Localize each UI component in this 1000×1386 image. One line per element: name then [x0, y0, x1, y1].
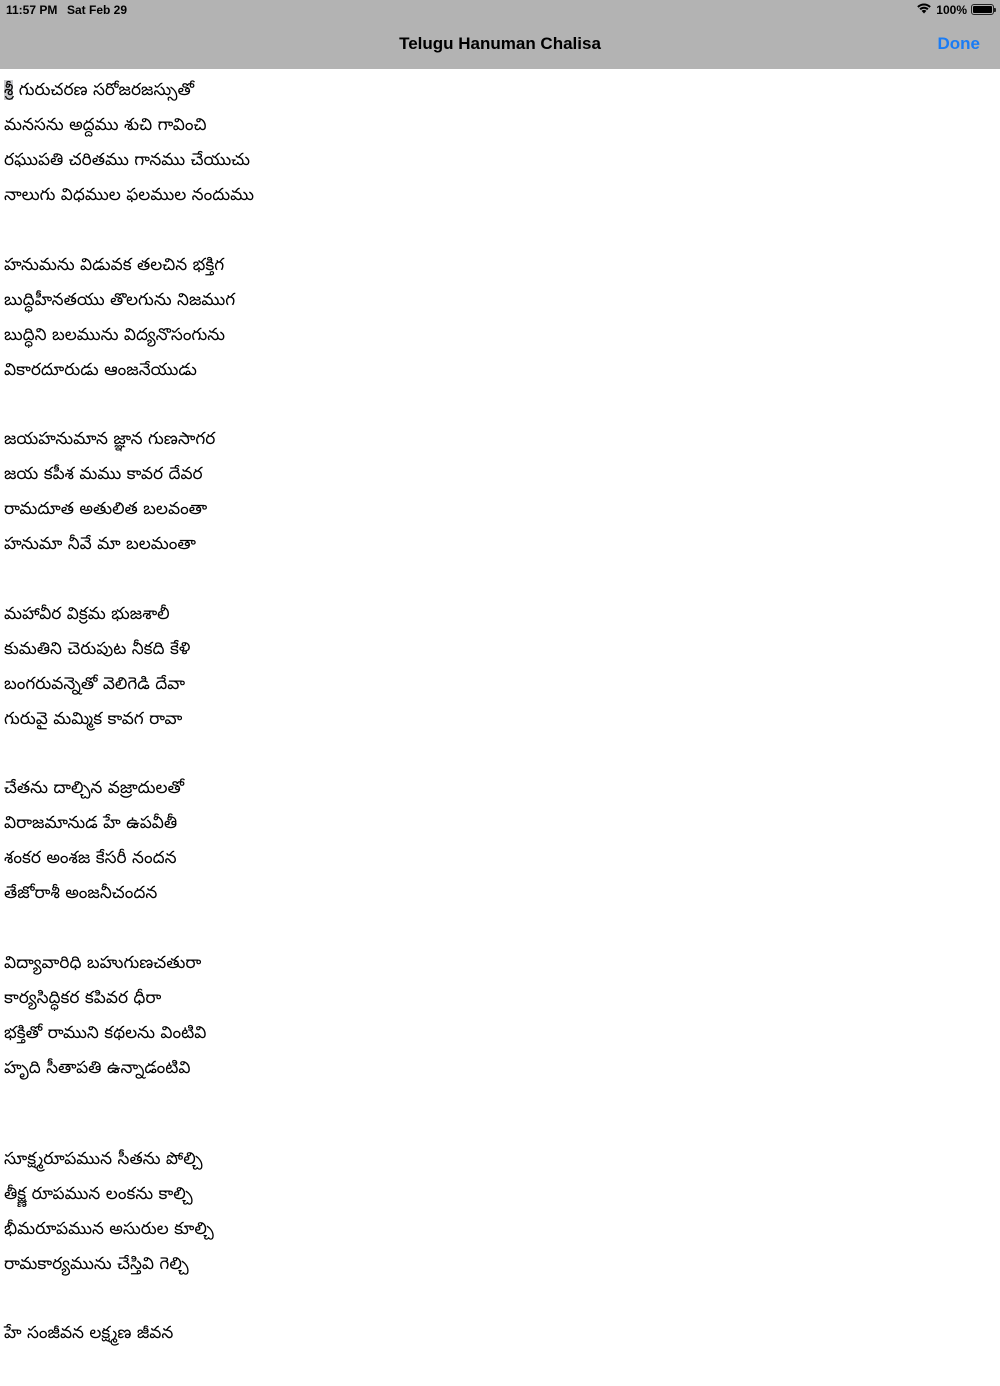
verse-stanza [4, 73, 994, 213]
verse-line [4, 73, 994, 108]
text-selection[interactable]: శ్రీ [4, 80, 14, 100]
verse-line: బంగరువన్నెతో వెలిగెడి దేవా [4, 673, 186, 694]
verse-line: రఘుపతి చరితము గానము చేయుచు [4, 150, 251, 170]
verse-line: చేతను దాల్చిన వజ్రాదులతో [4, 778, 185, 798]
verse-stanza [4, 946, 994, 1086]
status-bar [0, 0, 1000, 20]
battery-icon [971, 4, 994, 15]
verse-line: శంకర అంశజ కేసరీ నందన [4, 848, 177, 868]
verse-line: బుద్ధిని బలమును విద్యనొసంగును [4, 324, 226, 345]
verse-line: వికారదూరుడు ఆంజనేయుడు [4, 359, 197, 380]
verse-line: మహావీర విక్రమ భుజశాలీ [4, 603, 170, 624]
done-button[interactable]: Done [937, 34, 980, 53]
verse-line-text: గురుచరణ సరోజరజస్సుతో [13, 80, 195, 100]
verse-line: కార్యసిద్ధికర కపివర ధీరా [4, 987, 162, 1008]
verse-line: హే సంజీవన లక్ష్మణ జీవన [4, 1323, 174, 1343]
verse-line: జయహనుమాన జ్ఞాన గుణసాగర [4, 429, 216, 449]
verse-line: రామదూత అతులిత బలవంతా [4, 499, 208, 519]
verse-stanza [4, 248, 994, 388]
verse-stanza [4, 597, 994, 737]
verse-line: హనుమను విడువక తలచిన భక్తిగ [4, 254, 225, 275]
verse-stanza [4, 422, 994, 562]
verse-line: విరాజమానుడ హే ఉపవీతీ [4, 813, 178, 833]
verse-line: భీమరూపమున అసురుల కూల్చి [4, 1218, 214, 1239]
status-date: Sat Feb 29 [67, 3, 128, 17]
verse-line: రామకార్యమును చేస్తివి గెల్చి [4, 1253, 189, 1274]
chalisa-text-view[interactable] [4, 73, 994, 1386]
battery-percent: 100% [936, 2, 967, 17]
verse-line: హృది సీతాపతి ఉన్నాడంటివి [4, 1057, 191, 1078]
verse-line: విద్యావారిధి బహుగుణచతురా [4, 952, 202, 973]
verse-line: నాలుగు విధముల ఫలముల నందుము [4, 185, 254, 205]
verse-line: హనుమా నీవే మా బలమంతా [4, 534, 196, 554]
verse-line: బుద్ధిహీనతయు తొలగును నిజముగ [4, 289, 236, 310]
verse-line: కుమతిని చెరుపుట నీకది కేళి [4, 638, 191, 659]
verse-line: భక్తితో రాముని కథలను వింటివి [4, 1022, 207, 1043]
verse-line: సూక్ష్మరూపమున సీతను పోల్చి [4, 1148, 203, 1169]
navigation-bar [0, 0, 1000, 69]
verse-line: మనసను అద్దము శుచి గావించి [4, 115, 207, 135]
verse-line: తీక్ష్ణ రూపమున లంకను కాల్చి [4, 1183, 193, 1204]
verse-line: తేజోరాశీ అంజనీచందన [4, 883, 158, 903]
verse-line: గురువై మమ్మిక కావగ రావా [4, 708, 183, 729]
wifi-icon [916, 2, 932, 17]
page-title: Telugu Hanuman Chalisa [399, 34, 601, 53]
status-time: 11:57 PM [6, 3, 58, 17]
verse-stanza [4, 1142, 994, 1282]
verse-line: జయ కపీశ మము కావర దేవర [4, 464, 203, 484]
verse-stanza [4, 771, 994, 911]
status-indicators [916, 2, 994, 17]
